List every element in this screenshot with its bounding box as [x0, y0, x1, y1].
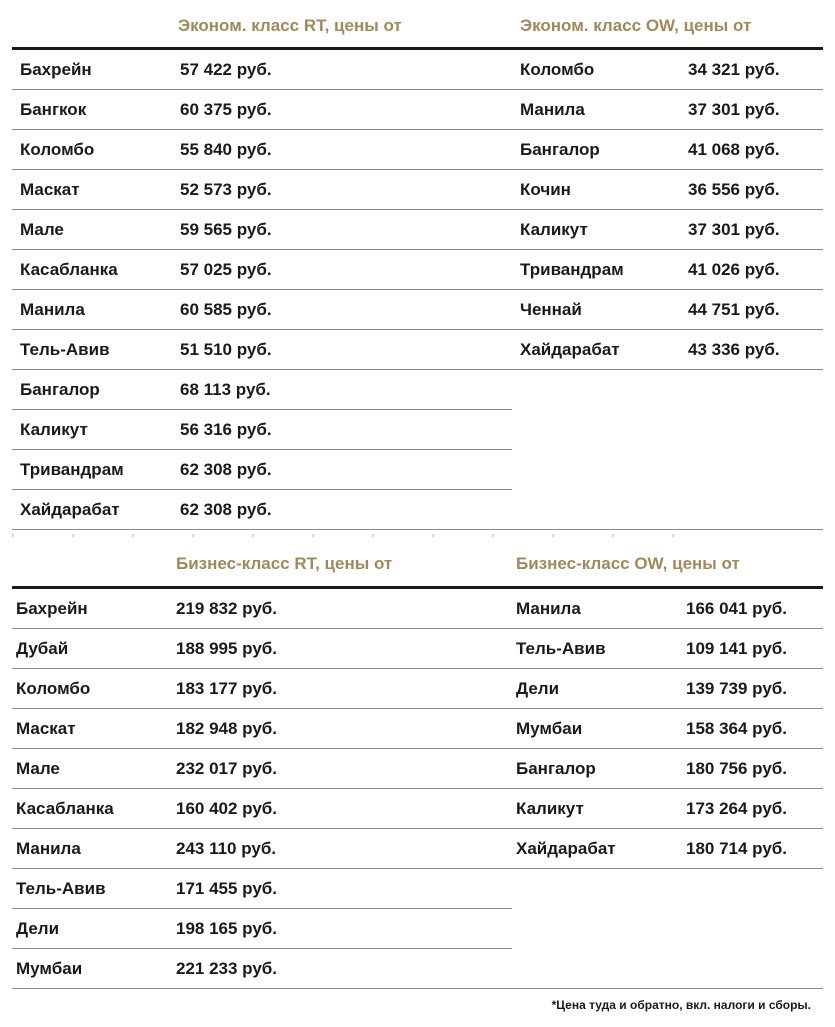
rt-city: Манила [16, 839, 81, 858]
table-row [0, 250, 835, 290]
ow-price: 180 714 руб. [686, 839, 788, 858]
footnote: *Цена туда и обратно, вкл. налоги и сборы. [551, 998, 811, 1012]
ow-price: 139 739 руб. [686, 679, 788, 698]
ow-city: Манила [520, 100, 585, 119]
rt-city: Тель-Авив [20, 340, 110, 359]
ow-price: 44 751 руб. [688, 300, 780, 319]
ow-city: Кочин [520, 180, 571, 199]
rt-price: 57 025 руб. [180, 260, 272, 279]
economy-header [0, 0, 835, 48]
rt-price: 160 402 руб. [176, 799, 278, 818]
ow-price: 37 301 руб. [688, 220, 780, 239]
rt-price: 59 565 руб. [180, 220, 272, 239]
table-row [0, 589, 835, 629]
rt-price: 55 840 руб. [180, 140, 272, 159]
rt-city: Хайдарабат [20, 500, 120, 519]
rt-price: 51 510 руб. [180, 340, 272, 359]
rt-price: 68 113 руб. [180, 380, 271, 399]
table-row [0, 130, 835, 170]
table-row [0, 869, 835, 909]
business-section [0, 538, 835, 978]
ow-city: Тривандрам [520, 260, 624, 279]
rt-city: Мумбаи [16, 959, 83, 978]
table-row [0, 669, 835, 709]
business-rt-title: Бизнес-класс RT, цены от [176, 554, 393, 573]
rt-price: 243 110 руб. [176, 839, 277, 858]
ow-price: 109 141 руб. [686, 639, 788, 658]
table-row [0, 210, 835, 250]
ow-city: Мумбаи [516, 719, 583, 738]
table-row [0, 789, 835, 829]
rt-city: Тель-Авив [16, 879, 106, 898]
rt-price: 62 308 руб. [180, 460, 272, 479]
economy-rt-title: Эконом. класс RT, цены от [178, 16, 402, 35]
rt-city: Касабланка [20, 260, 118, 279]
ow-price: 36 556 руб. [688, 180, 780, 199]
table-row [0, 949, 835, 989]
rt-city: Касабланка [16, 799, 114, 818]
ow-price: 41 068 руб. [688, 140, 780, 159]
rt-city: Коломбо [16, 679, 91, 698]
rt-city: Каликут [20, 420, 88, 439]
rt-price: 56 316 руб. [180, 420, 272, 439]
ow-price: 41 026 руб. [688, 260, 780, 279]
rt-price: 57 422 руб. [180, 60, 272, 79]
economy-table [0, 50, 835, 530]
table-row [0, 490, 835, 530]
row-divider [12, 529, 823, 530]
rt-city: Дубай [16, 639, 69, 658]
rt-city: Коломбо [20, 140, 95, 159]
ow-price: 43 336 руб. [688, 340, 780, 359]
business-header [0, 538, 835, 586]
rt-city: Бангкок [20, 100, 87, 119]
ow-city: Бангалор [520, 140, 600, 159]
rt-price: 232 017 руб. [176, 759, 278, 778]
rt-price: 198 165 руб. [176, 919, 278, 938]
rt-price: 183 177 руб. [176, 679, 278, 698]
rt-price: 182 948 руб. [176, 719, 278, 738]
ow-city: Манила [516, 599, 581, 618]
rt-price: 171 455 руб. [176, 879, 278, 898]
rt-city: Маскат [16, 719, 76, 738]
ow-city: Каликут [516, 799, 584, 818]
table-row [0, 450, 835, 490]
rt-city: Бахрейн [16, 599, 88, 618]
rt-city: Мале [16, 759, 60, 778]
rt-price: 60 585 руб. [180, 300, 272, 319]
rt-city: Бахрейн [20, 60, 92, 79]
business-ow-title: Бизнес-класс OW, цены от [516, 554, 740, 573]
ow-city: Бангалор [516, 759, 596, 778]
table-row [0, 90, 835, 130]
row-divider [12, 988, 823, 989]
rt-city: Тривандрам [20, 460, 124, 479]
business-table [0, 589, 835, 989]
rt-price: 219 832 руб. [176, 599, 278, 618]
table-row [0, 50, 835, 90]
rt-price: 188 995 руб. [176, 639, 278, 658]
ow-city: Тель-Авив [516, 639, 606, 658]
economy-ow-title: Эконом. класс OW, цены от [520, 16, 752, 35]
rt-city: Манила [20, 300, 85, 319]
table-row [0, 330, 835, 370]
ow-city: Коломбо [520, 60, 595, 79]
ow-city: Хайдарабат [516, 839, 616, 858]
ow-city: Дели [516, 679, 560, 698]
rt-city: Маскат [20, 180, 80, 199]
table-row [0, 709, 835, 749]
ow-city: Каликут [520, 220, 588, 239]
rt-price: 62 308 руб. [180, 500, 272, 519]
ow-price: 173 264 руб. [686, 799, 788, 818]
rt-price: 221 233 руб. [176, 959, 278, 978]
ow-price: 180 756 руб. [686, 759, 788, 778]
separator-artifact [12, 534, 712, 537]
rt-city: Мале [20, 220, 64, 239]
ow-price: 37 301 руб. [688, 100, 780, 119]
rt-city: Бангалор [20, 380, 100, 399]
table-row [0, 370, 835, 410]
table-row [0, 170, 835, 210]
rt-city: Дели [16, 919, 60, 938]
ow-price: 34 321 руб. [688, 60, 780, 79]
ow-city: Ченнай [520, 300, 582, 319]
ow-city: Хайдарабат [520, 340, 620, 359]
ow-price: 158 364 руб. [686, 719, 788, 738]
ow-price: 166 041 руб. [686, 599, 788, 618]
rt-price: 60 375 руб. [180, 100, 272, 119]
table-row [0, 909, 835, 949]
table-row [0, 829, 835, 869]
table-row [0, 749, 835, 789]
table-row [0, 410, 835, 450]
rt-price: 52 573 руб. [180, 180, 272, 199]
table-row [0, 290, 835, 330]
table-row [0, 629, 835, 669]
